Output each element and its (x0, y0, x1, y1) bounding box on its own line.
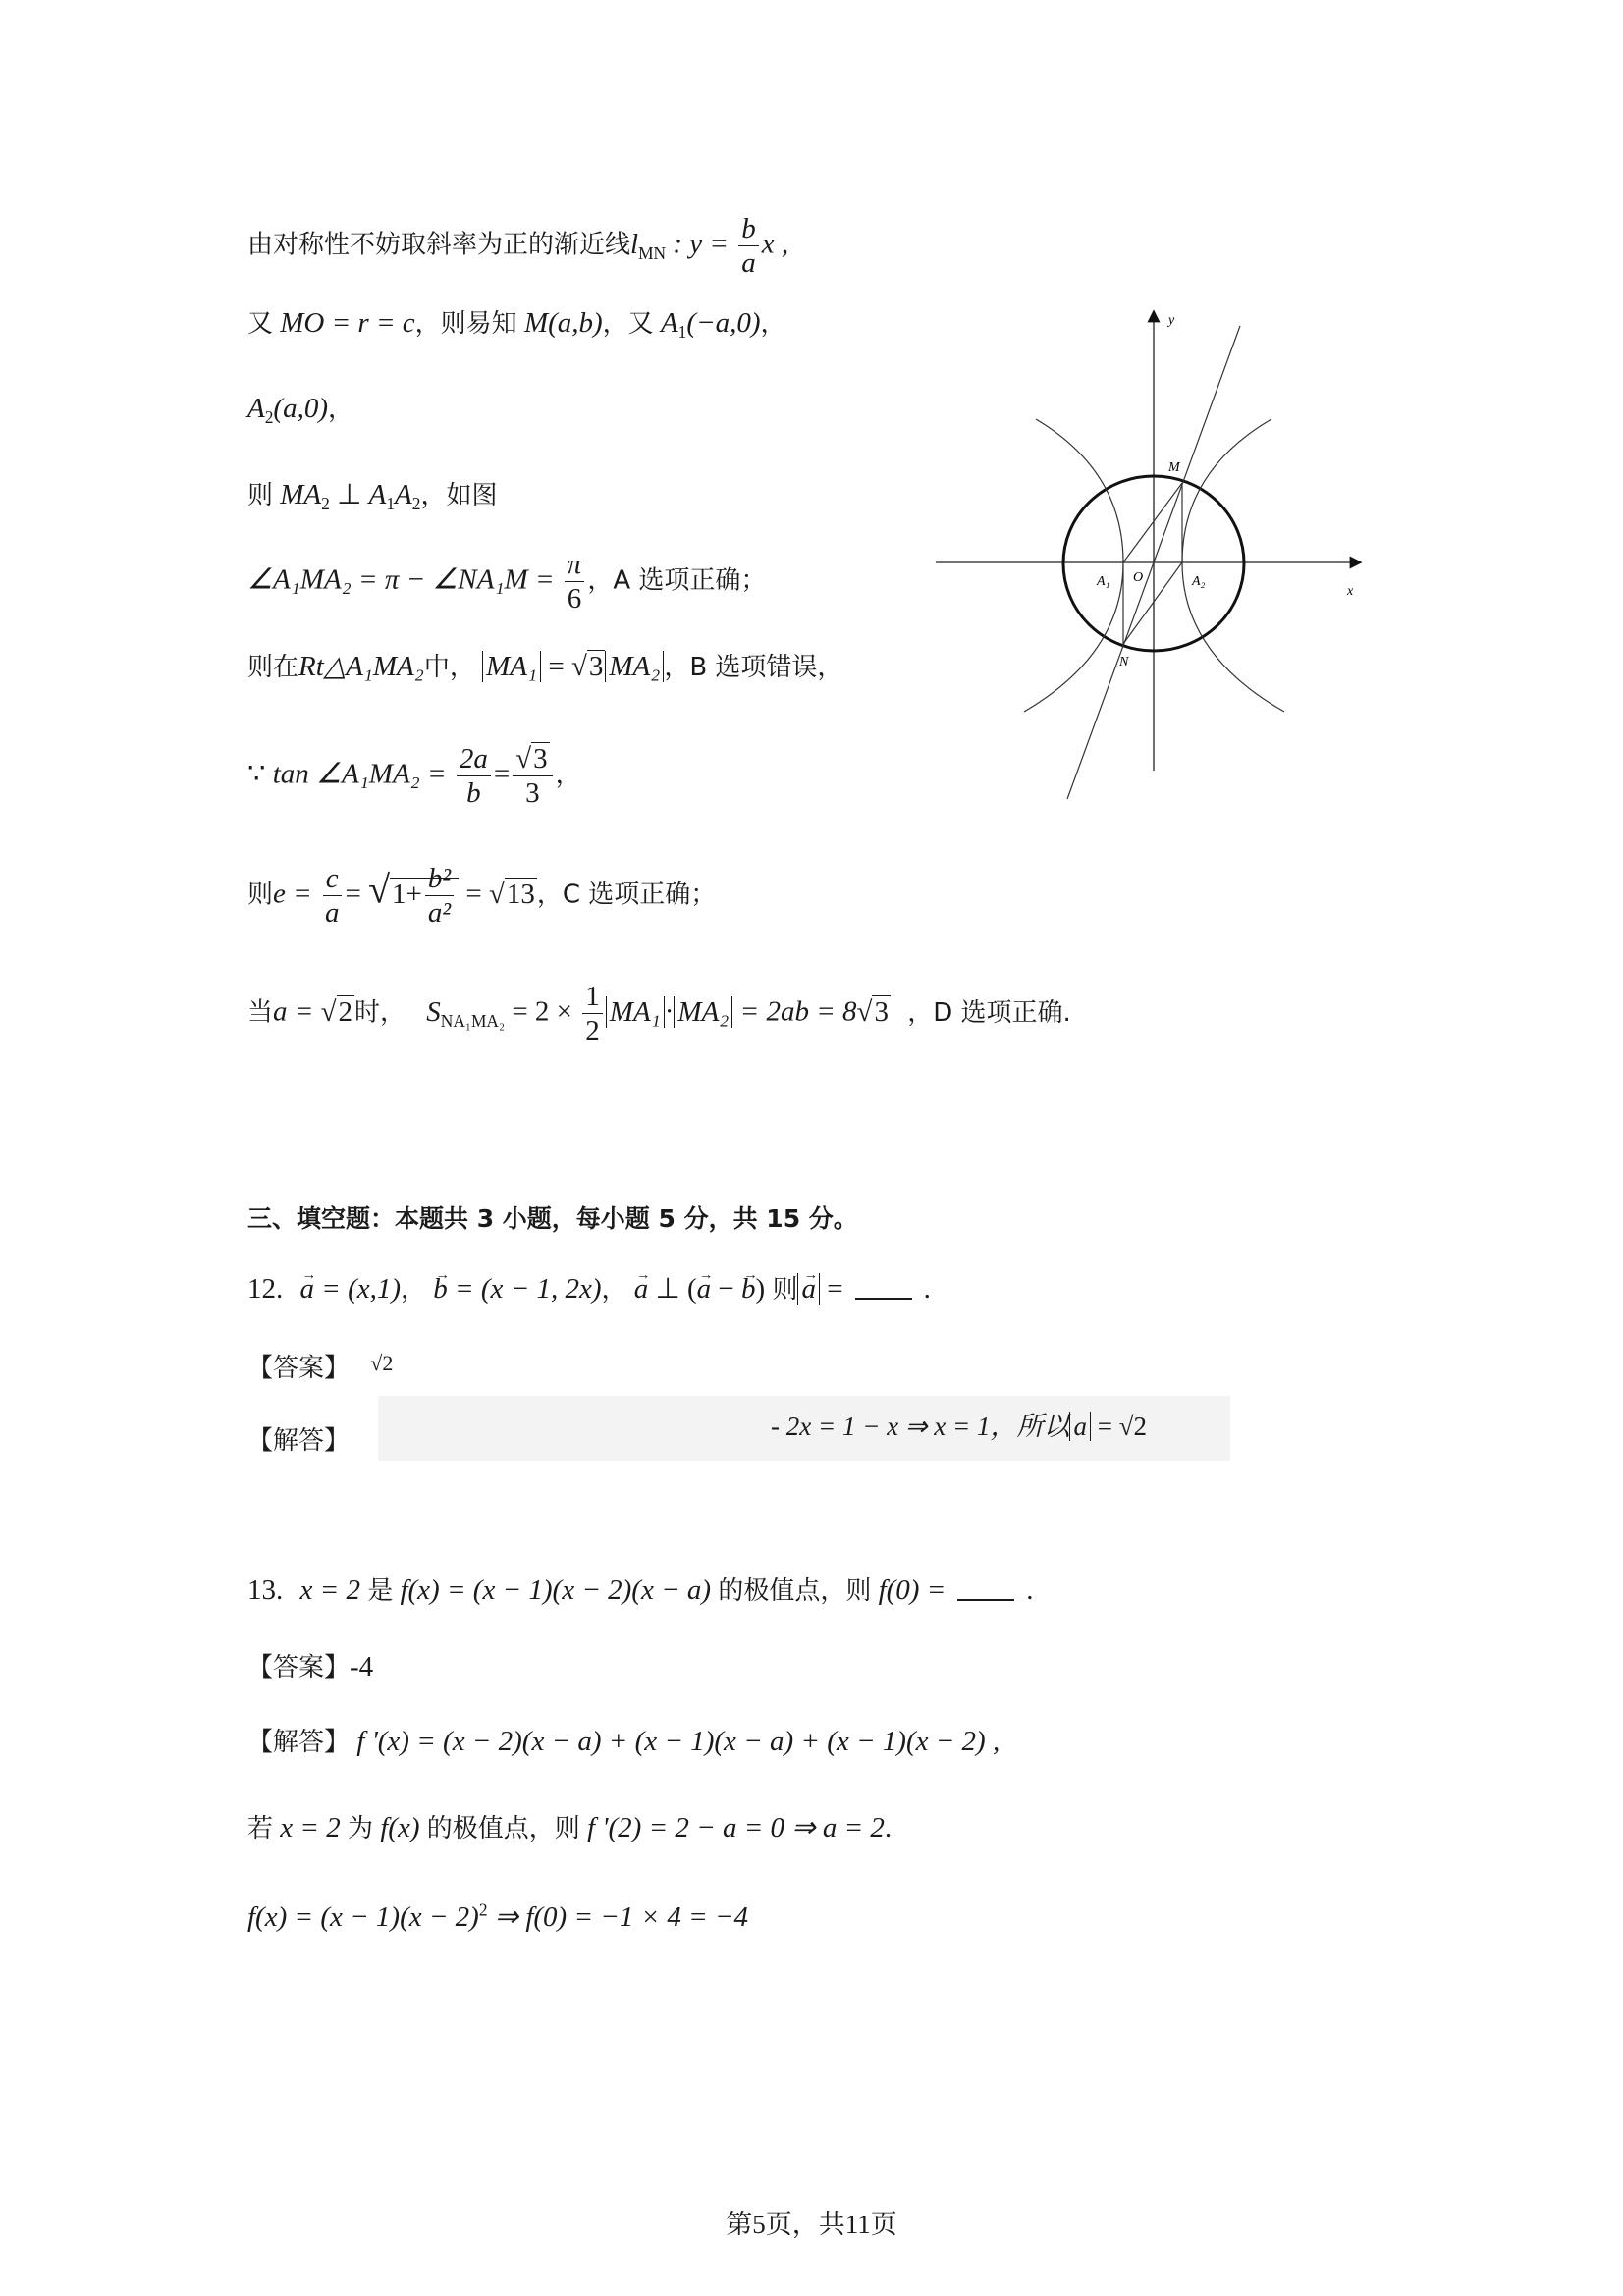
text: 中， (423, 653, 475, 682)
q12-solution-text (771, 1414, 1147, 1440)
math: f(x) (380, 1812, 420, 1843)
period: . (1026, 1575, 1034, 1606)
text: 的极值点，则 (426, 1814, 580, 1843)
text: ，则易知 (414, 309, 517, 339)
label-n: N (1119, 655, 1129, 669)
math-a2: $A_2(a,0)$ (247, 393, 328, 428)
math-tail: x , (761, 228, 789, 260)
solution-line-angle (247, 550, 766, 614)
math: a = (273, 995, 314, 1028)
abs-ma2: MA₂ (605, 651, 664, 682)
label-x: x (1347, 584, 1354, 599)
text: ，D 选项正确. (907, 997, 1071, 1028)
area-symbol: $S_{NA_1MA_2}$ (426, 995, 506, 1031)
math: f(0) = (878, 1575, 947, 1606)
text: 时， (354, 997, 406, 1028)
text: 的极值点，则 (718, 1576, 872, 1606)
answer-blank (957, 1599, 1014, 1601)
label-m: M (1168, 460, 1180, 475)
math: M(a,b) (523, 307, 603, 339)
solution-derivative: f '(x) = (x − 2)(x − a) + (x − 1)(x − a) + (x − 1)(x − 2) , (356, 1726, 1001, 1757)
answer-value: √2 (370, 1351, 394, 1375)
fraction-1-over-2: $\frac{1}{2}$ (582, 982, 603, 1046)
fraction-sqrt3-over-3: $\frac{√3}{3}$ (513, 744, 552, 809)
abs-vector-a: → a (797, 1273, 820, 1305)
q13-solution-line3 (247, 1902, 748, 1932)
segment-ma1 (1123, 483, 1182, 562)
question-13 (247, 1576, 1034, 1605)
eq: = (465, 878, 482, 910)
solution-line-a2 (247, 395, 353, 426)
sqrt-3: √3 (570, 651, 604, 682)
text: ， (760, 309, 786, 339)
answer-label: 【答案】 (247, 1653, 351, 1682)
solution-line-asymptote (247, 214, 788, 279)
math-eq: : y = (673, 228, 729, 260)
solution-math: - 2x = 1 − x ⇒ x = 1，所以 (771, 1412, 1070, 1441)
label-a2: A₂ (1192, 574, 1206, 589)
solution-line-perp (247, 481, 497, 512)
text: ，A 选项正确； (587, 565, 767, 596)
fraction-c-over-a: $\frac{c}{a}$ (322, 864, 343, 929)
text: 由对称性不妨取斜率为正的渐近线 (247, 230, 631, 260)
math: f(x) = (x − 1)(x − 2)(x − a) (400, 1575, 712, 1606)
text: 又 (247, 309, 274, 339)
eq: = (827, 1273, 843, 1305)
text: 为 (347, 1814, 373, 1843)
q13-solution-line2 (247, 1814, 892, 1842)
text: 则 (772, 1275, 798, 1305)
solution-tail: = √2 (1097, 1412, 1148, 1441)
perp-condition: → a ⊥ (→ a − → b) (634, 1273, 765, 1305)
text: ，如图 (420, 481, 498, 510)
eq: = (541, 651, 571, 682)
text: 当 (247, 997, 274, 1028)
q13-answer (247, 1653, 373, 1682)
math-perp: $MA_2$ ⊥ $A_1A_2$ (280, 479, 421, 514)
hyperbola-right-branch (1182, 419, 1284, 712)
sqrt-3: √3 (856, 995, 889, 1028)
label-o: O (1133, 570, 1144, 585)
math-a1: $A_1(-a,0)$ (660, 307, 761, 343)
math: x = 2 (299, 1575, 360, 1606)
math: ∠A₁MA₂ = π − ∠NA₁M = (247, 563, 555, 596)
vector-b-def: → b = (x − 1, 2x) (433, 1273, 601, 1305)
period: . (923, 1273, 931, 1305)
answer-value: -4 (350, 1651, 374, 1682)
math-l: $l_{MN}$ (630, 228, 667, 263)
math: tan ∠A₁MA₂ = (272, 758, 447, 790)
solution-line-tan (247, 744, 581, 809)
q12-solution (247, 1426, 350, 1455)
math: $f(x) = (x - 1)(x - 2)^2$ ⇒ f(0) = −1 × 4 = −4 (247, 1900, 749, 1934)
period: . (884, 1812, 893, 1843)
text: 则在 (247, 653, 299, 682)
section-heading: 三、填空题：本题共 3 小题，每小题 5 分，共 15 分。 (247, 1204, 858, 1233)
math: x = 2 (280, 1812, 341, 1843)
math: = 2ab = 8 (739, 995, 857, 1028)
hyperbola-left-branch (1024, 419, 1123, 712)
solution-line-area (247, 982, 1071, 1046)
math: MO = r = c (280, 307, 415, 339)
text: ，B 选项错误， (664, 653, 843, 682)
q12-answer (247, 1353, 393, 1382)
sqrt-expression: √1+ $\frac{\text{b²}}{\text{a²}}$ (368, 864, 459, 929)
text: 则 (247, 880, 274, 910)
label-y: y (1168, 313, 1175, 328)
solution-line-rt-triangle (247, 653, 842, 681)
abs-a: a (1069, 1412, 1091, 1441)
sqrt-2: √2 (320, 995, 353, 1028)
text: ，又 (602, 309, 654, 339)
text: 则 (247, 481, 274, 510)
math: f '(2) = 2 − a = 0 ⇒ a = 2 (587, 1812, 885, 1843)
math: e = (273, 878, 312, 910)
because-symbol: ∵ (247, 758, 266, 790)
segment-na2 (1123, 562, 1182, 644)
text: ， (328, 395, 354, 424)
answer-blank (855, 1298, 912, 1300)
text: ， (555, 760, 581, 790)
text: 若 (247, 1814, 274, 1843)
fraction-2a-over-b: $\frac{2a}{b}$ (457, 744, 491, 809)
solution-line-mo (247, 309, 786, 341)
solution-label: 【解答】 (247, 1728, 351, 1757)
eq: = (345, 878, 361, 910)
answer-label: 【答案】 (247, 1354, 351, 1383)
eq: = 2 × (512, 995, 573, 1028)
math: Rt△A₁MA₂ (298, 651, 424, 682)
page-footer: 第5页，共11页 (726, 2210, 897, 2239)
label-a1: A₁ (1097, 574, 1110, 589)
eq: = (493, 758, 511, 790)
solution-line-eccentricity (247, 864, 716, 929)
fraction-b-over-a: $\frac{b}{a}$ (738, 214, 759, 279)
question-number: 13. (247, 1575, 284, 1606)
sqrt-13: √13 (488, 878, 535, 910)
fraction-pi-over-6: $\frac{\pi}{6}$ (565, 550, 585, 614)
vector-a-def: → a = (x,1) (300, 1273, 402, 1305)
solution-label: 【解答】 (247, 1426, 351, 1456)
question-12: 12. → a = (x,1)， → b = (x − 1, 2x)， → a ⊥ (→ a − → b) 则 → a = . (247, 1275, 931, 1304)
text: ，C 选项正确； (536, 880, 717, 910)
q13-solution (247, 1728, 1000, 1756)
question-number: 12. (247, 1273, 284, 1305)
abs-ma1: MA₁ (606, 996, 665, 1028)
abs-ma1: MA₁ (482, 651, 541, 682)
hyperbola-circle-figure (923, 304, 1394, 834)
abs-ma2: MA₂ (674, 996, 732, 1028)
dot: · (664, 995, 675, 1028)
text: 是 (367, 1576, 394, 1606)
